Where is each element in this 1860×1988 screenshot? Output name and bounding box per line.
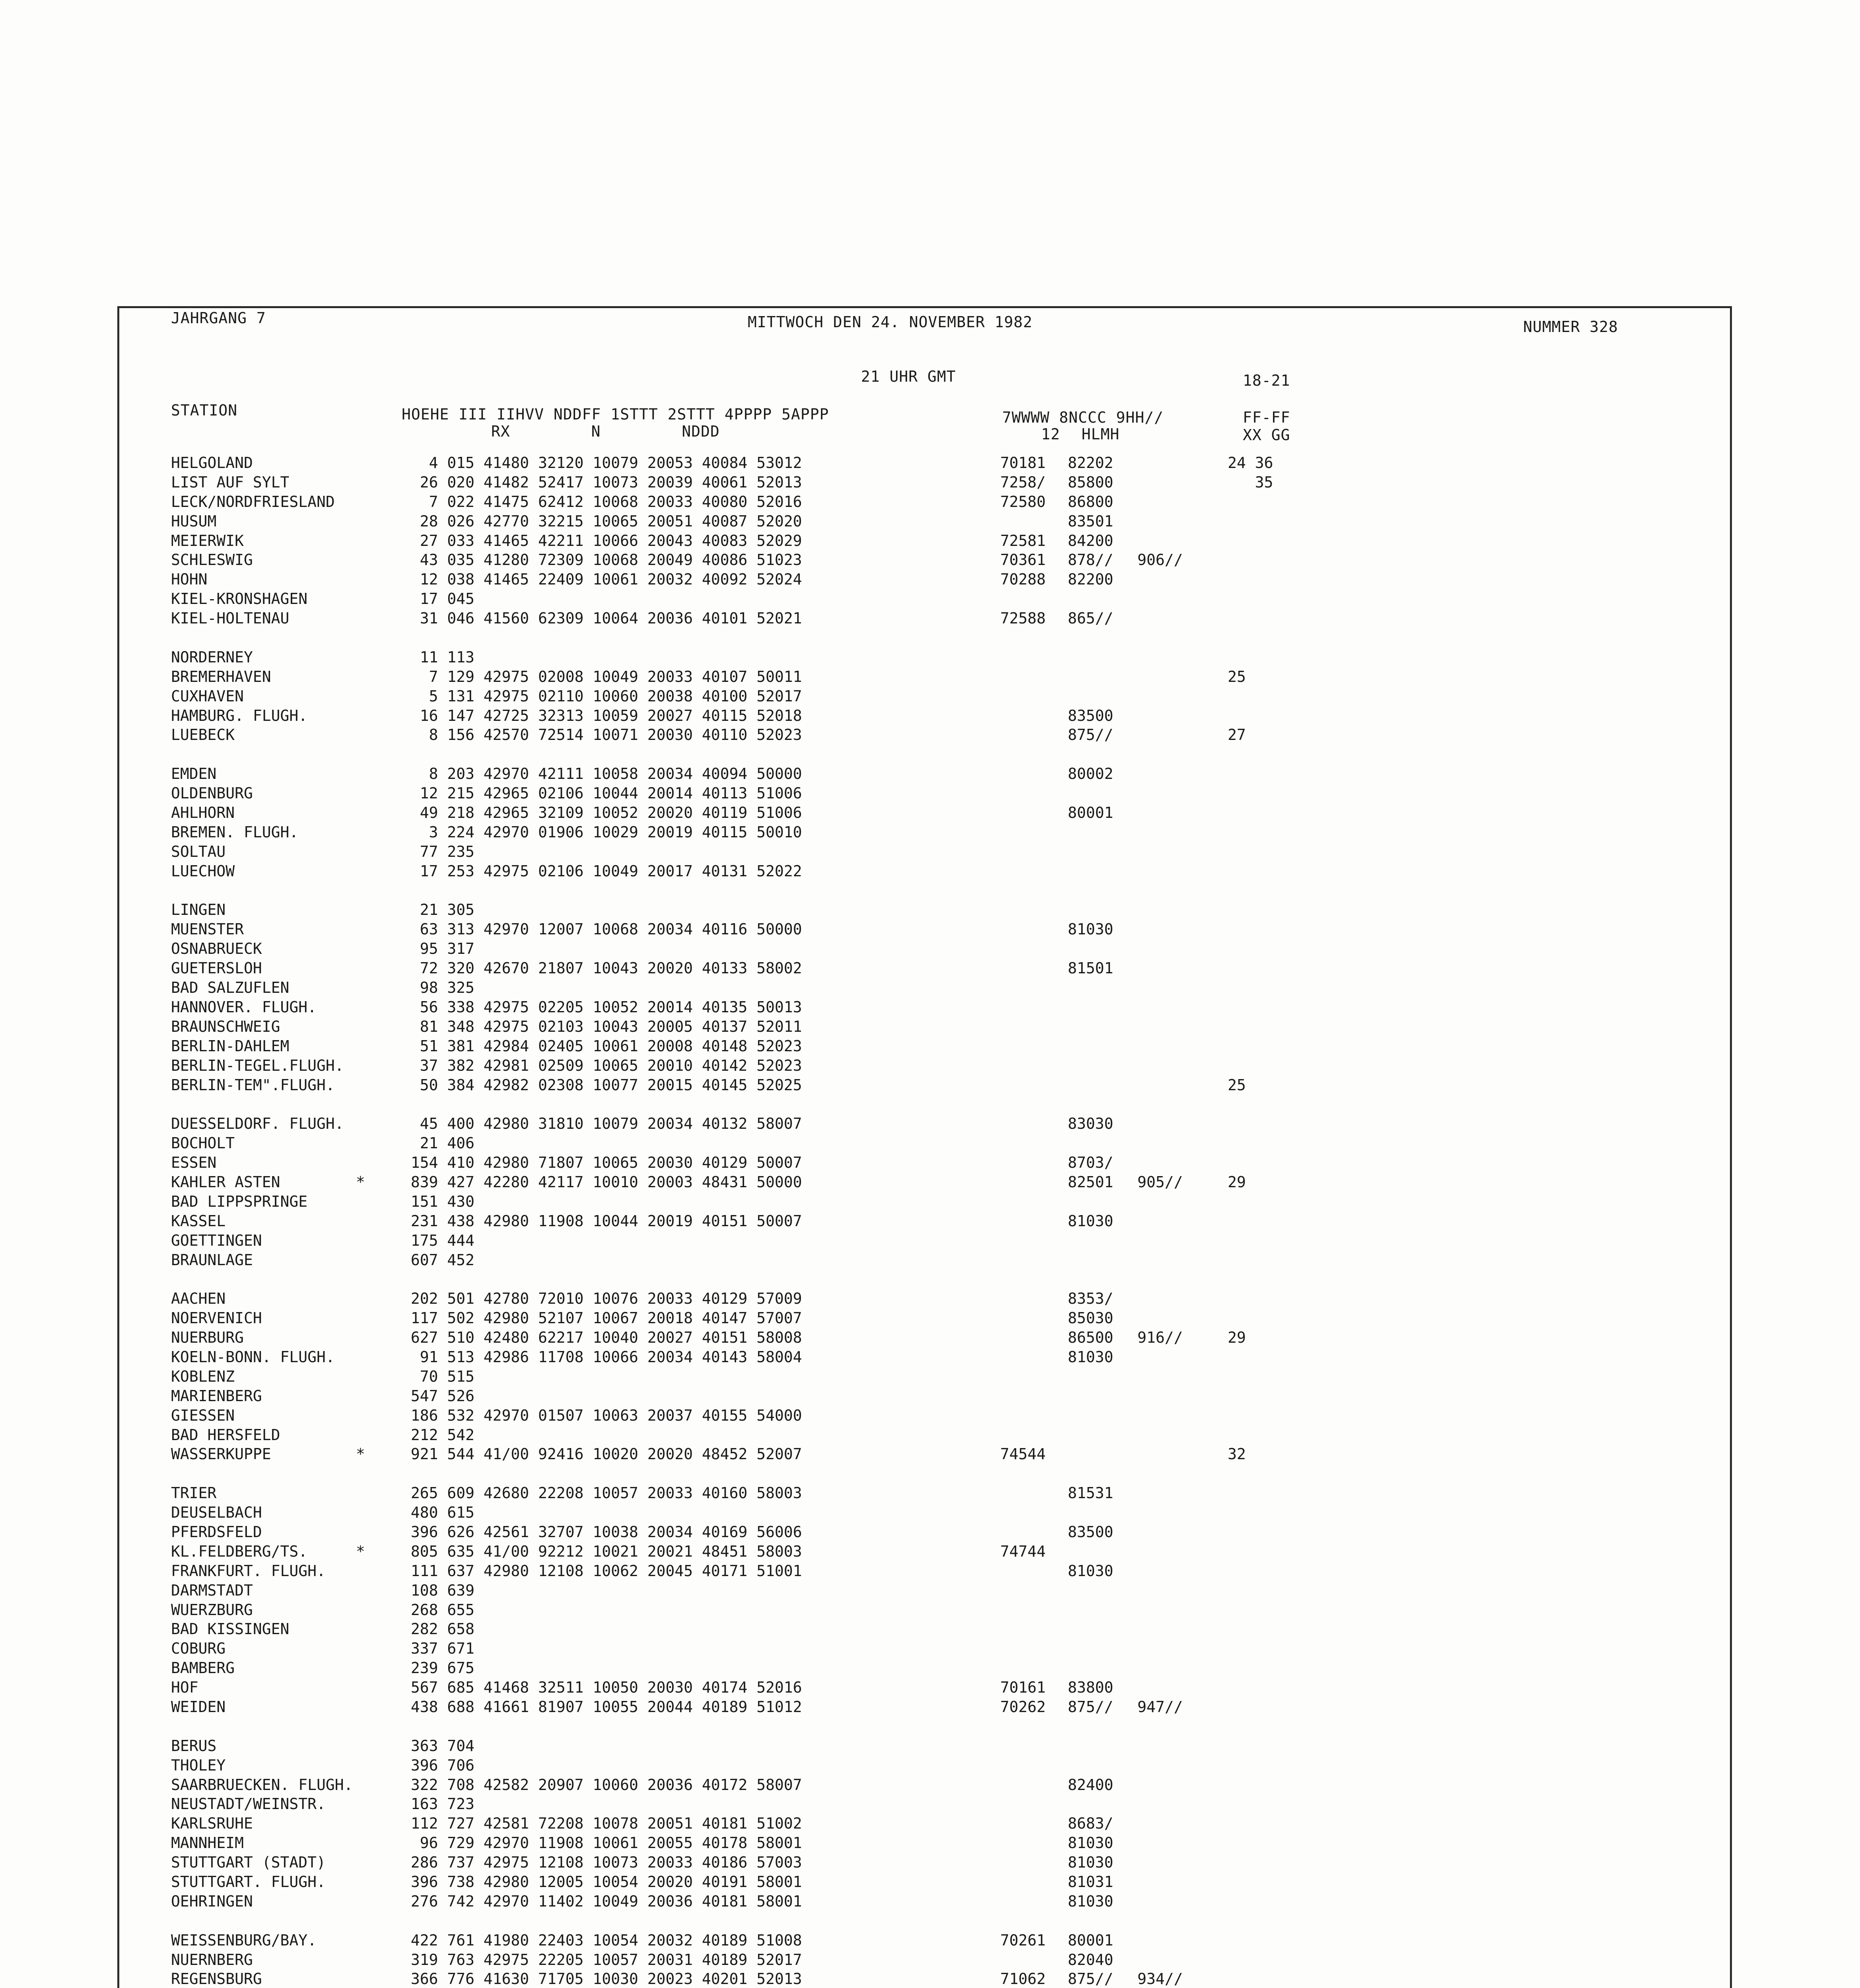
station-name: COBURG: [171, 1640, 226, 1658]
observation-codes: 839 427 42280 42117 10010 20003 48431 50000: [402, 1173, 802, 1191]
station-name: BAD KISSINGEN: [171, 1620, 290, 1638]
observation-codes: 212 542: [402, 1426, 475, 1444]
observation-codes: 7 129 42975 02008 10049 20033 40107 50011: [402, 668, 802, 685]
cloud-group: 83800: [1068, 1679, 1114, 1697]
cloud-group: 81030: [1068, 1212, 1114, 1230]
observation-codes: 422 761 41980 22403 10054 20032 40189 51008: [402, 1931, 802, 1949]
station-name: KAHLER ASTEN: [171, 1173, 280, 1191]
station-name: PFERDSFELD: [171, 1523, 262, 1541]
cloud-group: 83500: [1068, 707, 1114, 724]
observation-codes: 366 776 41630 71705 10030 20023 40201 52013: [402, 1970, 802, 1988]
station-name: WEIDEN: [171, 1698, 226, 1716]
weather-group: 72588: [1000, 610, 1046, 627]
observation-codes: 91 513 42986 11708 10066 20034 40143 58004: [402, 1348, 802, 1366]
observation-codes: 108 639: [402, 1581, 475, 1599]
cloud-group: 84200: [1068, 532, 1114, 549]
cloud-group: 83030: [1068, 1115, 1114, 1133]
station-name: CUXHAVEN: [171, 687, 244, 705]
observation-codes: 112 727 42581 72208 10078 20051 40181 51002: [402, 1815, 802, 1833]
ww-header-2: 12 HLMH: [1041, 425, 1120, 443]
station-name: BERLIN-DAHLEM: [171, 1037, 290, 1055]
station-name: ESSEN: [171, 1154, 217, 1172]
observation-codes: 3 224 42970 01906 10029 20019 40115 50010: [402, 823, 802, 841]
station-name: BERLIN-TEGEL.FLUGH.: [171, 1056, 344, 1074]
cloud-group: 81030: [1068, 1854, 1114, 1872]
cloud-group: 81501: [1068, 959, 1114, 977]
observation-codes: 239 675: [402, 1659, 475, 1677]
cloud-group: 83500: [1068, 1523, 1114, 1541]
station-name: AACHEN: [171, 1290, 226, 1308]
station-name: AHLHORN: [171, 804, 235, 822]
station-name: REGENSBURG: [171, 1970, 262, 1988]
station-name: GUETERSLOH: [171, 959, 262, 977]
observation-codes: 81 348 42975 02103 10043 20005 40137 52011: [402, 1017, 802, 1035]
weather-group: 70181: [1000, 454, 1046, 472]
observation-codes: 12 215 42965 02106 10044 20014 40113 51006: [402, 784, 802, 802]
station-name: BAD SALZUFLEN: [171, 979, 290, 997]
observation-codes: 627 510 42480 62217 10040 20027 40151 58008: [402, 1329, 802, 1347]
code-header-2: RX N NDDD: [491, 423, 720, 440]
observation-codes: 151 430: [402, 1192, 475, 1210]
observation-codes: 163 723: [402, 1795, 475, 1813]
observation-codes: 43 035 41280 72309 10068 20049 40086 51023: [402, 551, 802, 569]
observation-codes: 282 658: [402, 1620, 475, 1638]
mountain-marker: *: [356, 1445, 365, 1463]
date-line: MITTWOCH DEN 24. NOVEMBER 1982: [748, 313, 1033, 331]
station-name: DARMSTADT: [171, 1581, 253, 1599]
mountain-marker: *: [356, 1173, 365, 1191]
station-name: NORDERNEY: [171, 648, 253, 666]
gust-group: 25: [1228, 1076, 1246, 1094]
observation-codes: 31 046 41560 62309 10064 20036 40101 52021: [402, 610, 802, 627]
observation-codes: 337 671: [402, 1640, 475, 1658]
observation-codes: 12 038 41465 22409 10061 20032 40092 52024: [402, 571, 802, 588]
observation-codes: 63 313 42970 12007 10068 20034 40116 50000: [402, 920, 802, 938]
observation-codes: 117 502 42980 52107 10067 20018 40147 57007: [402, 1309, 802, 1327]
station-name: BAD LIPPSPRINGE: [171, 1192, 308, 1210]
observation-codes: 50 384 42982 02308 10077 20015 40145 52025: [402, 1076, 802, 1094]
weather-group: 74744: [1000, 1542, 1046, 1560]
observation-codes: 175 444: [402, 1231, 475, 1249]
observation-codes: 72 320 42670 21807 10043 20020 40133 58002: [402, 959, 802, 977]
issue-number: NUMMER 328: [1523, 318, 1618, 336]
observation-codes: 202 501 42780 72010 10076 20033 40129 57009: [402, 1290, 802, 1308]
cloud-group: 8703/: [1068, 1154, 1114, 1172]
observation-codes: 5 131 42975 02110 10060 20038 40100 52017: [402, 687, 802, 705]
observation-codes: 70 515: [402, 1367, 475, 1385]
cloud-group: 865//: [1068, 610, 1114, 627]
cloud-group: 82202: [1068, 454, 1114, 472]
observation-codes: 28 026 42770 32215 10065 20051 40087 52020: [402, 512, 802, 530]
observation-codes: 363 704: [402, 1737, 475, 1755]
gust-group: 25: [1228, 668, 1246, 685]
height-group: 947//: [1137, 1698, 1183, 1716]
cloud-group: 8353/: [1068, 1290, 1114, 1308]
weather-group: 70288: [1000, 571, 1046, 588]
cloud-group: 86800: [1068, 493, 1114, 511]
station-name: KL.FELDBERG/TS.: [171, 1542, 308, 1560]
station-name: BERUS: [171, 1737, 217, 1755]
station-name: WUERZBURG: [171, 1601, 253, 1619]
gust-group: 32: [1228, 1445, 1246, 1463]
gust-group: 29: [1228, 1329, 1246, 1347]
cloud-group: 80002: [1068, 765, 1114, 783]
observation-codes: 7 022 41475 62412 10068 20033 40080 52016: [402, 493, 802, 511]
jahrgang: JAHRGANG 7: [171, 309, 266, 327]
cloud-group: 82200: [1068, 571, 1114, 588]
observation-codes: 98 325: [402, 979, 475, 997]
weather-group: 71062: [1000, 1970, 1046, 1988]
cloud-group: 81030: [1068, 1348, 1114, 1366]
observation-codes: 186 532 42970 01507 10063 20037 40155 54000: [402, 1406, 802, 1424]
observation-codes: 96 729 42970 11908 10061 20055 40178 58001: [402, 1834, 802, 1852]
station-name: OSNABRUECK: [171, 940, 262, 958]
station-name: KIEL-KRONSHAGEN: [171, 590, 308, 608]
cloud-group: 83501: [1068, 512, 1114, 530]
cloud-group: 875//: [1068, 1970, 1114, 1988]
mountain-marker: *: [356, 1542, 365, 1560]
observation-codes: 547 526: [402, 1387, 475, 1405]
observation-codes: 921 544 41/00 92416 10020 20020 48452 52007: [402, 1445, 802, 1463]
observation-codes: 319 763 42975 22205 10057 20031 40189 52017: [402, 1951, 802, 1969]
station-name: OLDENBURG: [171, 784, 253, 802]
observation-codes: 8 156 42570 72514 10071 20030 40110 52023: [402, 726, 802, 744]
cloud-group: 85030: [1068, 1309, 1114, 1327]
ff-header-2: XX GG: [1243, 426, 1291, 444]
gust-group: 29: [1228, 1173, 1246, 1191]
station-name: STUTTGART. FLUGH.: [171, 1873, 326, 1891]
station-name: KOELN-BONN. FLUGH.: [171, 1348, 335, 1366]
station-name: MUENSTER: [171, 920, 244, 938]
observation-codes: 17 253 42975 02106 10049 20017 40131 52022: [402, 862, 802, 880]
station-name: HELGOLAND: [171, 454, 253, 472]
weather-group: 70161: [1000, 1679, 1046, 1697]
observation-codes: 51 381 42984 02405 10061 20008 40148 52023: [402, 1037, 802, 1055]
station-name: OEHRINGEN: [171, 1892, 253, 1910]
observation-codes: 11 113: [402, 648, 475, 666]
weather-group: 70261: [1000, 1931, 1046, 1949]
cloud-group: 81030: [1068, 1834, 1114, 1852]
observation-codes: 231 438 42980 11908 10044 20019 40151 50007: [402, 1212, 802, 1230]
observation-codes: 49 218 42965 32109 10052 20020 40119 51006: [402, 804, 802, 822]
station-name: WASSERKUPPE: [171, 1445, 271, 1463]
station-name: FRANKFURT. FLUGH.: [171, 1562, 326, 1580]
station-name: KIEL-HOLTENAU: [171, 610, 290, 627]
cloud-group: 875//: [1068, 726, 1114, 744]
observation-codes: 56 338 42975 02205 10052 20014 40135 50013: [402, 998, 802, 1016]
station-name: LUEBECK: [171, 726, 235, 744]
station-name: MARIENBERG: [171, 1387, 262, 1405]
code-header: HOEHE III IIHVV NDDFF 1STTT 2STTT 4PPPP 5APPP: [402, 406, 829, 423]
station-name: NUERNBERG: [171, 1951, 253, 1969]
observation-codes: 396 626 42561 32707 10038 20034 40169 56006: [402, 1523, 802, 1541]
cloud-group: 80001: [1068, 804, 1114, 822]
station-name: NOERVENICH: [171, 1309, 262, 1327]
observation-codes: 607 452: [402, 1251, 475, 1269]
observation-codes: 21 406: [402, 1134, 475, 1152]
ff-header: FF-FF: [1243, 409, 1291, 426]
station-name: HANNOVER. FLUGH.: [171, 998, 317, 1016]
cloud-group: 81531: [1068, 1484, 1114, 1502]
station-name: BAMBERG: [171, 1659, 235, 1677]
gust-group: 24 36: [1228, 454, 1273, 472]
station-name: LIST AUF SYLT: [171, 473, 290, 491]
gust-group: 35: [1228, 473, 1273, 491]
observation-codes: 480 615: [402, 1504, 475, 1522]
station-header: STATION: [171, 402, 238, 419]
weather-group: 72580: [1000, 493, 1046, 511]
observation-codes: 268 655: [402, 1601, 475, 1619]
height-group: 934//: [1137, 1970, 1183, 1988]
observation-codes: 17 045: [402, 590, 475, 608]
station-name: KARLSRUHE: [171, 1815, 253, 1833]
station-name: HOHN: [171, 571, 208, 588]
observation-codes: 438 688 41661 81907 10055 20044 40189 51012: [402, 1698, 802, 1716]
station-name: BREMEN. FLUGH.: [171, 823, 299, 841]
observation-codes: 4 015 41480 32120 10079 20053 40084 53012: [402, 454, 802, 472]
observation-codes: 21 305: [402, 901, 475, 919]
cloud-group: 878//: [1068, 551, 1114, 569]
observation-codes: 154 410 42980 71807 10065 20030 40129 50007: [402, 1154, 802, 1172]
station-name: HOF: [171, 1679, 198, 1697]
observation-codes: 276 742 42970 11402 10049 20036 40181 58001: [402, 1892, 802, 1910]
station-name: MANNHEIM: [171, 1834, 244, 1852]
observation-codes: 27 033 41465 42211 10066 20043 40083 52029: [402, 532, 802, 549]
station-name: NEUSTADT/WEINSTR.: [171, 1795, 326, 1813]
cloud-group: 85800: [1068, 473, 1114, 491]
observation-codes: 396 738 42980 12005 10054 20020 40191 58001: [402, 1873, 802, 1891]
observation-codes: 16 147 42725 32313 10059 20027 40115 52018: [402, 707, 802, 724]
cloud-group: 82040: [1068, 1951, 1114, 1969]
station-name: BRAUNSCHWEIG: [171, 1017, 280, 1035]
station-name: KASSEL: [171, 1212, 226, 1230]
observation-codes: 95 317: [402, 940, 475, 958]
station-name: WEISSENBURG/BAY.: [171, 1931, 317, 1949]
weather-group: 74544: [1000, 1445, 1046, 1463]
cloud-group: 86500: [1068, 1329, 1114, 1347]
station-name: NUERBURG: [171, 1329, 244, 1347]
station-name: DUESSELDORF. FLUGH.: [171, 1115, 344, 1133]
station-name: THOLEY: [171, 1756, 226, 1774]
observation-codes: 396 706: [402, 1756, 475, 1774]
station-name: BRAUNLAGE: [171, 1251, 253, 1269]
observation-codes: 286 737 42975 12108 10073 20033 40186 57003: [402, 1854, 802, 1872]
station-name: BAD HERSFELD: [171, 1426, 280, 1444]
observation-codes: 805 635 41/00 92212 10021 20021 48451 58003: [402, 1542, 802, 1560]
station-name: LECK/NORDFRIESLAND: [171, 493, 335, 511]
observation-codes: 8 203 42970 42111 10058 20034 40094 50000: [402, 765, 802, 783]
cloud-group: 875//: [1068, 1698, 1114, 1716]
station-name: EMDEN: [171, 765, 217, 783]
observation-codes: 322 708 42582 20907 10060 20036 40172 58007: [402, 1776, 802, 1794]
height-group: 906//: [1137, 551, 1183, 569]
cloud-group: 81030: [1068, 920, 1114, 938]
station-name: GIESSEN: [171, 1406, 235, 1424]
station-name: SAARBRUECKEN. FLUGH.: [171, 1776, 353, 1794]
weather-group: 70262: [1000, 1698, 1046, 1716]
cloud-group: 81031: [1068, 1873, 1114, 1891]
observation-codes: 567 685 41468 32511 10050 20030 40174 52016: [402, 1679, 802, 1697]
station-name: BOCHOLT: [171, 1134, 235, 1152]
observation-codes: 111 637 42980 12108 10062 20045 40171 51001: [402, 1562, 802, 1580]
station-name: HAMBURG. FLUGH.: [171, 707, 308, 724]
period: 18-21: [1243, 372, 1291, 389]
cloud-group: 82400: [1068, 1776, 1114, 1794]
height-group: 905//: [1137, 1173, 1183, 1191]
station-name: LUECHOW: [171, 862, 235, 880]
station-name: LINGEN: [171, 901, 226, 919]
station-name: BREMERHAVEN: [171, 668, 271, 685]
station-name: HUSUM: [171, 512, 217, 530]
cloud-group: 81030: [1068, 1892, 1114, 1910]
cloud-group: 8683/: [1068, 1815, 1114, 1833]
station-name: GOETTINGEN: [171, 1231, 262, 1249]
observation-time: 21 UHR GMT: [861, 368, 956, 385]
station-name: SOLTAU: [171, 843, 226, 860]
gust-group: 27: [1228, 726, 1246, 744]
observation-codes: 37 382 42981 02509 10065 20010 40142 52023: [402, 1056, 802, 1074]
observation-codes: 26 020 41482 52417 10073 20039 40061 52013: [402, 473, 802, 491]
station-name: MEIERWIK: [171, 532, 244, 549]
observation-codes: 45 400 42980 31810 10079 20034 40132 58007: [402, 1115, 802, 1133]
station-name: STUTTGART (STADT): [171, 1854, 326, 1872]
station-name: DEUSELBACH: [171, 1504, 262, 1522]
station-name: SCHLESWIG: [171, 551, 253, 569]
station-name: TRIER: [171, 1484, 217, 1502]
weather-group: 72581: [1000, 532, 1046, 549]
cloud-group: 81030: [1068, 1562, 1114, 1580]
cloud-group: 82501: [1068, 1173, 1114, 1191]
weather-group: 7258/: [1000, 473, 1046, 491]
station-name: BERLIN-TEM".FLUGH.: [171, 1076, 335, 1094]
observation-codes: 265 609 42680 22208 10057 20033 40160 58003: [402, 1484, 802, 1502]
observation-codes: 77 235: [402, 843, 475, 860]
weather-group: 70361: [1000, 551, 1046, 569]
station-name: KOBLENZ: [171, 1367, 235, 1385]
height-group: 916//: [1137, 1329, 1183, 1347]
cloud-group: 80001: [1068, 1931, 1114, 1949]
ww-header: 7WWWW 8NCCC 9HH//: [1002, 409, 1164, 426]
